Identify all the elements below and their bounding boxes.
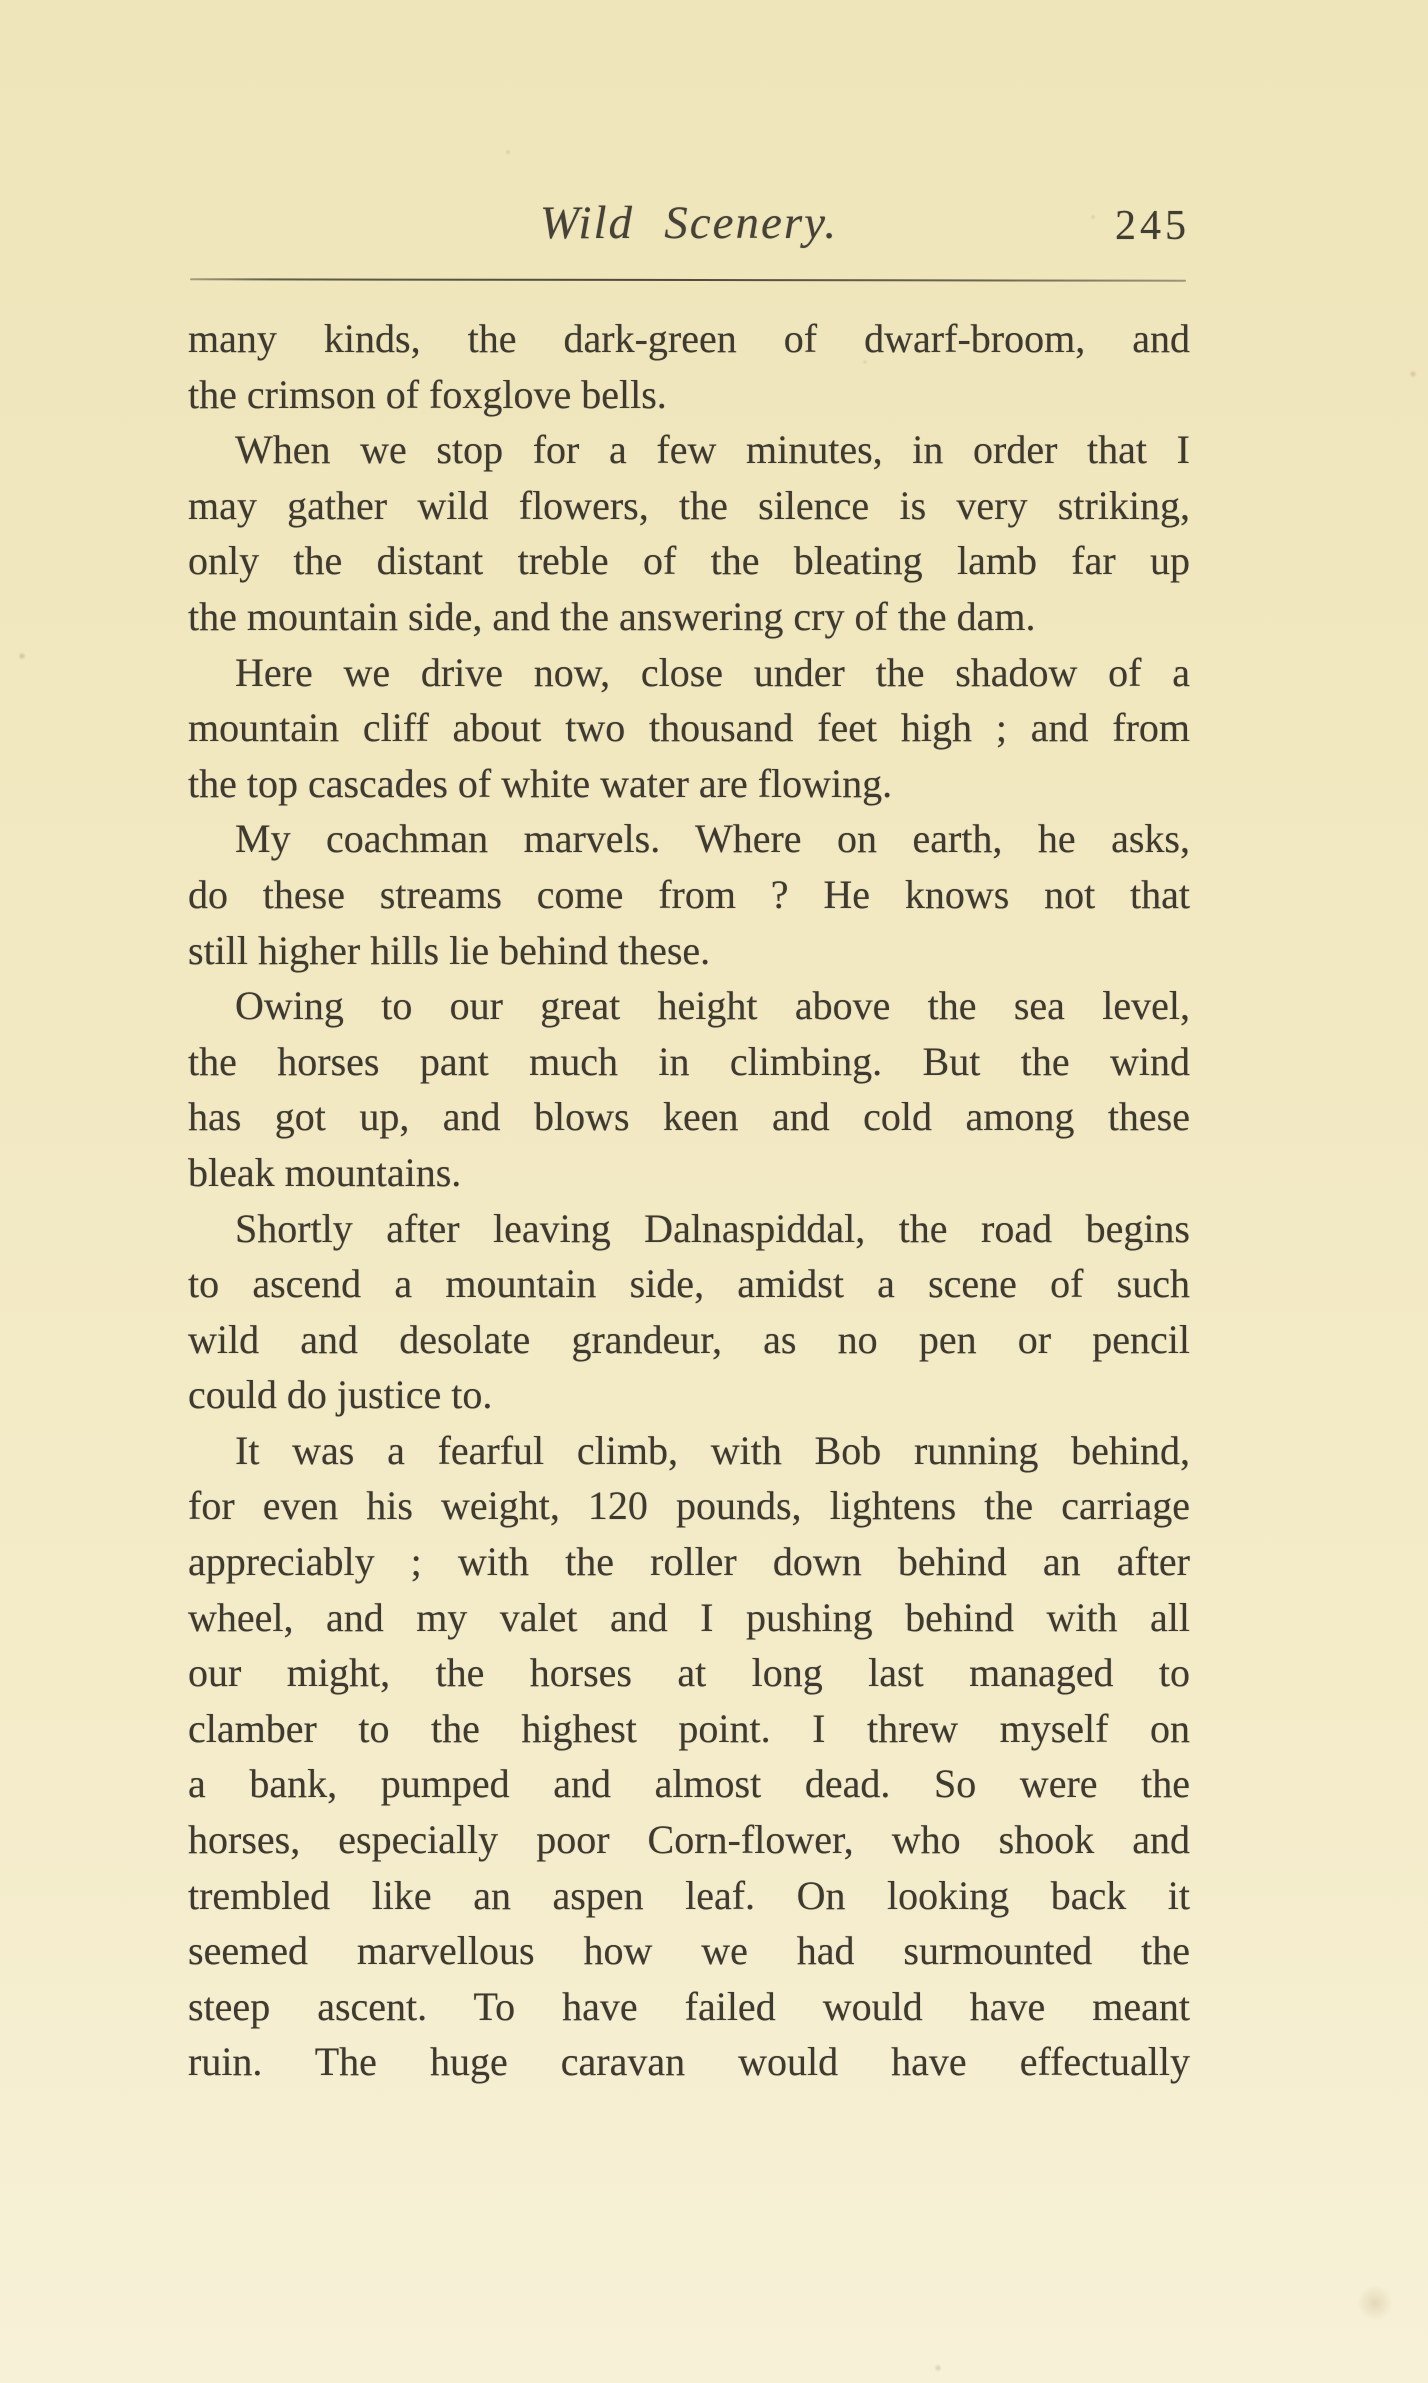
- text-line: a bank, pumped and almost dead. So were the: [188, 1761, 1190, 1807]
- text-line: do these streams come from ? He knows not that: [188, 871, 1190, 917]
- text-line: mountain cliff about two thousand feet high ; and from: [188, 705, 1190, 751]
- text-line: steep ascent. To have failed would have meant: [188, 1983, 1190, 2029]
- text-line: the mountain side, and the answering cry of the dam.: [188, 593, 1036, 639]
- text-line: appreciably ; with the roller down behind an after: [188, 1539, 1190, 1585]
- text-line: only the distant treble of the bleating lamb far up: [188, 538, 1190, 584]
- text-line: It was a fearful climb, with Bob running behind,: [235, 1427, 1190, 1473]
- page-number: 245: [1115, 203, 1190, 249]
- text-line: has got up, and blows keen and cold among these: [188, 1094, 1190, 1140]
- text-line: Here we drive now, close under the shadow of a: [235, 649, 1190, 695]
- text-line: When we stop for a few minutes, in order that I: [235, 427, 1190, 473]
- body-text: [188, 311, 1190, 2090]
- text-line: wild and desolate grandeur, as no pen or pencil: [188, 1316, 1190, 1362]
- text-line: trembled like an aspen leaf. On looking back it: [188, 1872, 1190, 1918]
- running-head-title: Wild Scenery.: [539, 197, 839, 249]
- running-header: [188, 196, 1190, 262]
- text-line: many kinds, the dark-green of dwarf-broom, and: [188, 316, 1190, 361]
- header-rule: [190, 278, 1186, 281]
- text-line: horses, especially poor Corn-flower, who shook and: [188, 1817, 1190, 1863]
- text-line: may gather wild flowers, the silence is very striking,: [188, 482, 1190, 528]
- text-line: for even his weight, 120 pounds, lightens the carriage: [188, 1483, 1190, 1529]
- text-line: Owing to our great height above the sea level,: [235, 983, 1190, 1029]
- text-line: could do justice to.: [188, 1372, 493, 1418]
- text-line: clamber to the highest point. I threw myself on: [188, 1705, 1190, 1751]
- text-line: our might, the horses at long last managed to: [188, 1650, 1190, 1696]
- text-line: still higher hills lie behind these.: [188, 927, 711, 973]
- text-line: Shortly after leaving Dalnaspiddal, the road begins: [235, 1205, 1190, 1251]
- text-line: wheel, and my valet and I pushing behind with all: [188, 1594, 1190, 1640]
- text-line: ruin. The huge caravan would have effectually: [188, 2039, 1190, 2085]
- text-line: My coachman marvels. Where on earth, he asks,: [235, 816, 1190, 862]
- text-line: to ascend a mountain side, amidst a scene of such: [188, 1261, 1190, 1307]
- text-line: the crimson of foxglove bells.: [188, 371, 667, 417]
- text-line: the horses pant much in climbing. But the wind: [188, 1038, 1190, 1084]
- text-line: the top cascades of white water are flowing.: [188, 760, 893, 806]
- text-line: seemed marvellous how we had surmounted the: [188, 1928, 1190, 1974]
- text-line: bleak mountains.: [188, 1149, 462, 1195]
